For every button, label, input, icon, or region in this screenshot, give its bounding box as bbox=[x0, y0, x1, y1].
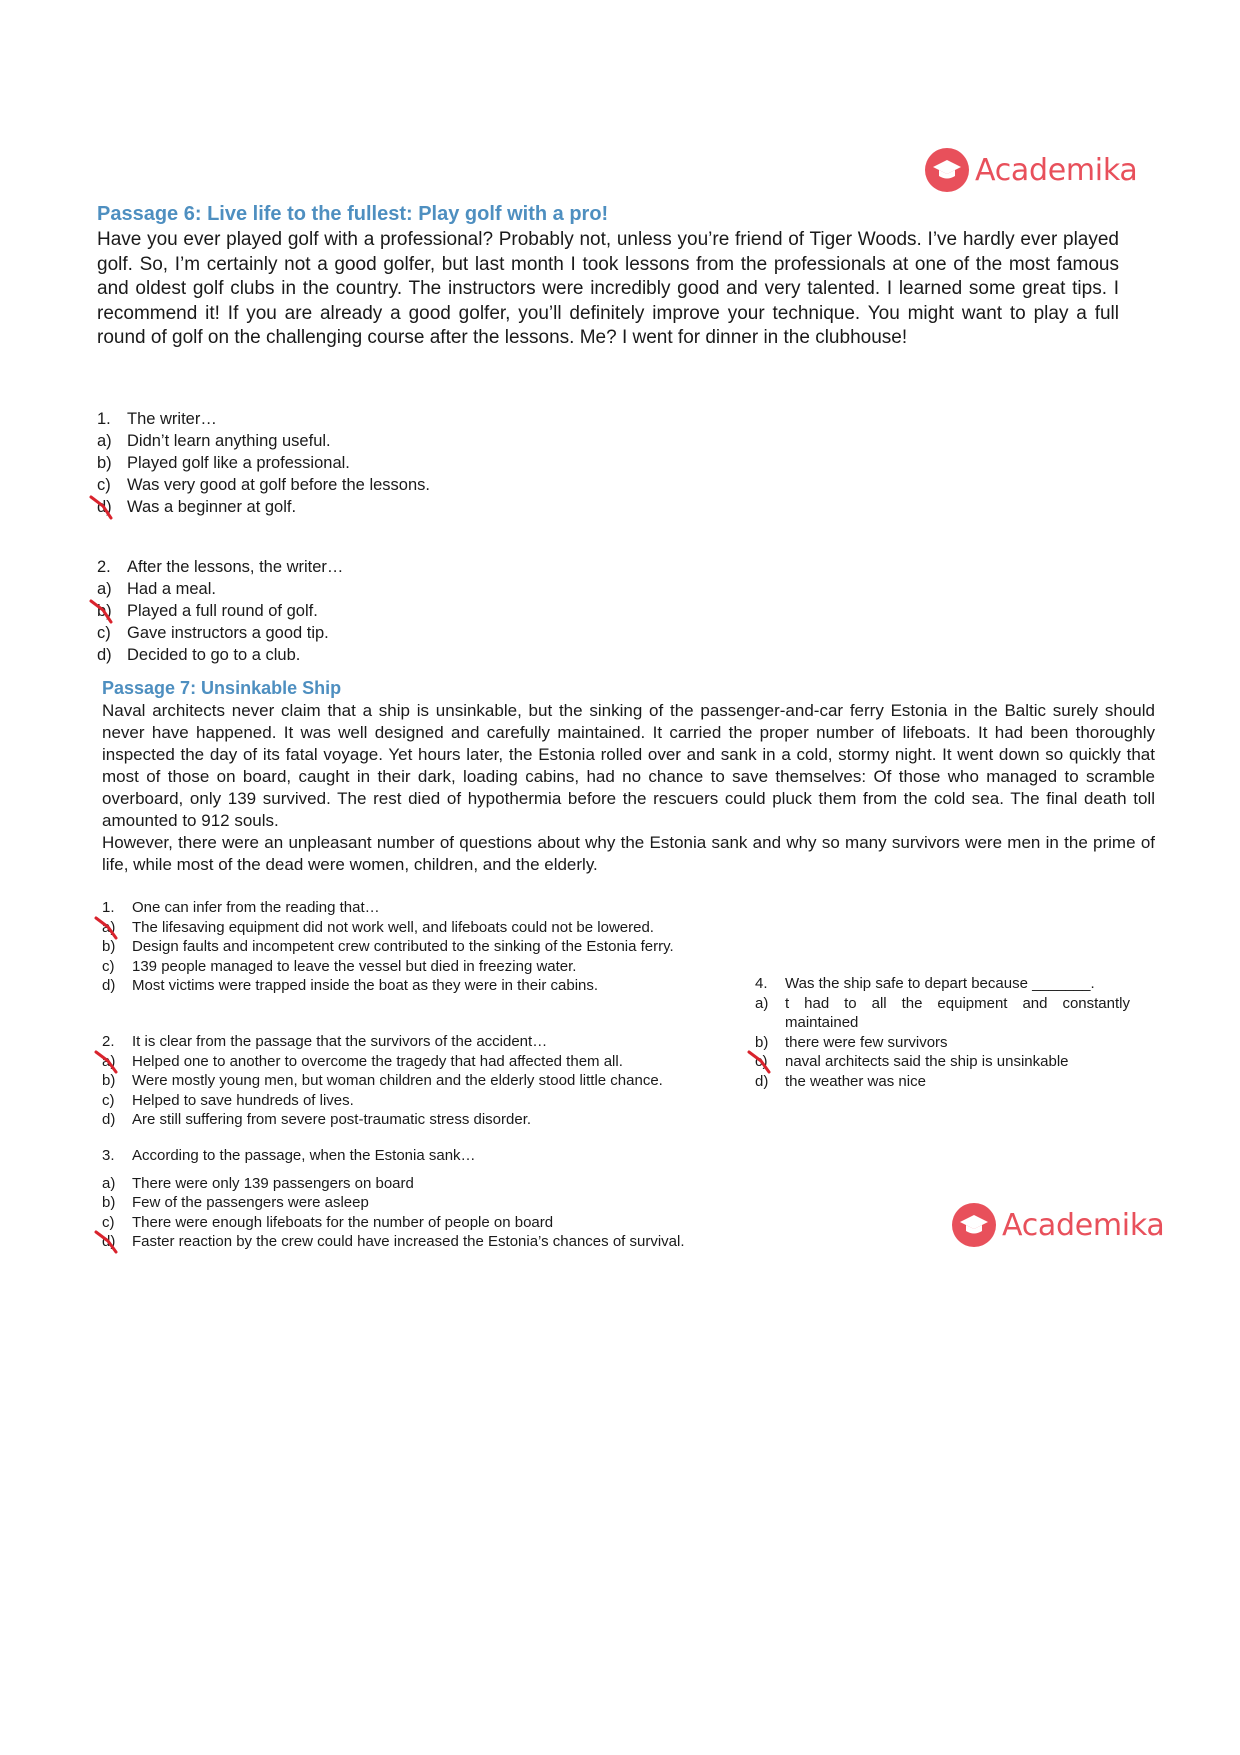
answer-blank: _______. bbox=[1032, 975, 1095, 992]
p7-question-2: 2. It is clear from the passage that the survivors of the accident… a) Helped one to another to overcome the tragedy that had affected them all. b) Were mostly young men, but woman children and the elderly stood little chance. c) Helped to save hundreds of lives. d) Are still suffering from severe post-traumatic stress disorder. bbox=[102, 1032, 742, 1130]
brand-name: Academika bbox=[1002, 1207, 1165, 1243]
answer-check-mark-icon bbox=[94, 916, 122, 940]
question-stem: One can infer from the reading that… bbox=[132, 899, 380, 916]
p6-question-2: 2. After the lessons, the writer… a) Had a meal. b) Played a full round of golf. c) Gave instructors a good tip. d) Decided to go to a club. bbox=[97, 556, 697, 666]
p7-question-4: 4. Was the ship safe to depart because _______. a) t had to all the equipment and constantly maintained b) there were few survivors c) naval architects said the ship is unsinkable d) the weather was nice bbox=[755, 974, 1130, 1091]
passage7-body bbox=[102, 700, 1155, 876]
question-stem: The writer… bbox=[127, 410, 217, 428]
option-d: d) Most victims were trapped inside the boat as they were in their cabins. bbox=[102, 977, 599, 994]
p7-question-1: 1. One can infer from the reading that… a) The lifesaving equipment did not work well, and lifeboats could not be lowered. b) Design faults and incompetent crew contributed to the sinking of the Estonia ferry. c) 139 people managed to leave the vessel but died in freezing water. d) Most victims were trapped inside the boat as they were in their cabins. bbox=[102, 898, 742, 996]
passage7-paragraph-2: However, there were an unpleasant number of questions about why the Estonia sank and why so many survivors were men in the prime of life, while most of the dead were women, children, and the elderly. bbox=[102, 833, 1155, 874]
option-c: c) Was very good at golf before the lessons. bbox=[97, 476, 430, 494]
passage6-title: Passage 6: Live life to the fullest: Play golf with a pro! bbox=[97, 203, 609, 225]
question-stem: It is clear from the passage that the survivors of the accident… bbox=[132, 1033, 548, 1050]
answer-check-mark-icon bbox=[94, 1050, 122, 1074]
graduation-cap-icon bbox=[952, 1203, 996, 1247]
option-a: a) t had to all the equipment and constantly maintained bbox=[755, 994, 1130, 1031]
option-b: b) Played a full round of golf. bbox=[97, 600, 697, 622]
option-b: b) there were few survivors bbox=[755, 1033, 948, 1051]
option-b: b) Design faults and incompetent crew contributed to the sinking of the Estonia ferry. bbox=[102, 938, 674, 955]
question-stem: Was the ship safe to depart because _______. bbox=[785, 975, 1095, 992]
academika-logo-bottom bbox=[952, 1203, 1164, 1247]
passage7-paragraph-1: Naval architects never claim that a ship is unsinkable, but the sinking of the passenger-and-car ferry Estonia in the Baltic surely should never have happened. It was well designed and carefully maintained. It carried the proper number of lifeboats. It had been thoroughly inspected the day of its fatal voyage. Yet hours later, the Estonia rolled over and sank in a cold, stormy night. It went down so quickly that most of those on board, caught in their dark, loading cabins, had no chance to save themselves: Of those who managed to scramble overboard, only 139 survived. The rest died of hypothermia before the rescuers could pluck them from the cold sea. The final death toll amounted to 912 souls. bbox=[102, 701, 1155, 830]
option-c: c) naval architects said the ship is unsinkable bbox=[755, 1052, 1130, 1072]
option-a: a) Had a meal. bbox=[97, 580, 216, 598]
option-a: a) Helped one to another to overcome the tragedy that had affected them all. bbox=[102, 1052, 742, 1072]
option-c: c) Helped to save hundreds of lives. bbox=[102, 1091, 354, 1109]
option-b: b) Played golf like a professional. bbox=[97, 454, 350, 472]
answer-check-mark-icon bbox=[747, 1050, 775, 1074]
p7-question-3: 3. According to the passage, when the Estonia sank… a) There were only 139 passengers on board b) Few of the passengers were asleep c) There were enough lifeboats for the number of people on board d) Faster reaction by the crew could have increased the Estonia’s chances of survival. bbox=[102, 1146, 762, 1252]
option-a: a) There were only 139 passengers on board bbox=[102, 1174, 414, 1192]
option-a: a) Didn’t learn anything useful. bbox=[97, 432, 331, 450]
answer-check-mark-icon bbox=[89, 598, 117, 624]
question-stem: According to the passage, when the Estonia sank… bbox=[132, 1147, 476, 1164]
option-d: d) Are still suffering from severe post-traumatic stress disorder. bbox=[102, 1111, 532, 1128]
option-a: a) The lifesaving equipment did not work well, and lifeboats could not be lowered. bbox=[102, 918, 742, 938]
option-c: c) 139 people managed to leave the vessel but died in freezing water. bbox=[102, 957, 577, 975]
brand-name: Academika bbox=[975, 152, 1138, 188]
answer-check-mark-icon bbox=[89, 494, 117, 520]
graduation-cap-icon bbox=[925, 148, 969, 192]
question-stem: After the lessons, the writer… bbox=[127, 558, 344, 576]
academika-logo-top bbox=[925, 148, 1137, 192]
option-b: b) Few of the passengers were asleep bbox=[102, 1194, 369, 1211]
option-c: c) There were enough lifeboats for the number of people on board bbox=[102, 1213, 554, 1231]
option-b: b) Were mostly young men, but woman children and the elderly stood little chance. bbox=[102, 1072, 663, 1089]
option-c: c) Gave instructors a good tip. bbox=[97, 624, 329, 642]
option-d: d) Decided to go to a club. bbox=[97, 646, 301, 664]
option-d: d) Faster reaction by the crew could have increased the Estonia’s chances of survival. bbox=[102, 1232, 762, 1252]
p6-question-1: 1. The writer… a) Didn’t learn anything useful. b) Played golf like a professional. c) Was very good at golf before the lessons. d) Was a beginner at golf. bbox=[97, 408, 697, 518]
option-d: d) Was a beginner at golf. bbox=[97, 496, 697, 518]
answer-check-mark-icon bbox=[94, 1230, 122, 1254]
passage6-body: Have you ever played golf with a professional? Probably not, unless you’re friend of Tiger Woods. I’ve hardly ever played golf. So, I’m certainly not a good golfer, but last month I took lessons from the professionals at one of the most famous and oldest golf clubs in the country. The instructors were incredibly good and very talented. I learned some great tips. I recommend it! If you are already a good golfer, you’ll definitely improve your technique. You might want to play a full round of golf on the challenging course after the lessons. Me? I went for dinner in the clubhouse! bbox=[97, 229, 1119, 348]
option-d: d) the weather was nice bbox=[755, 1072, 926, 1090]
passage7-title: Passage 7: Unsinkable Ship bbox=[102, 678, 342, 698]
